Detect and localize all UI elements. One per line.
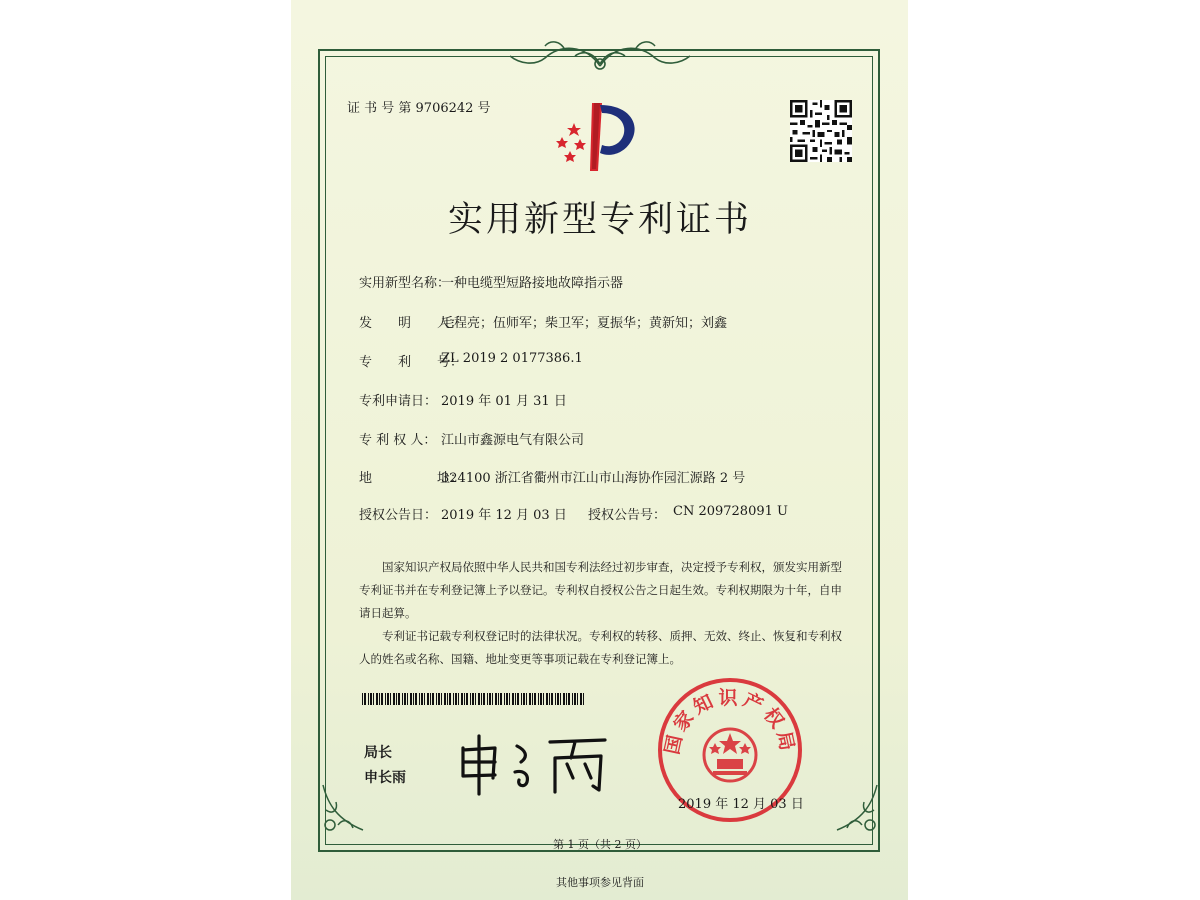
- field-label-application-date: 专利申请日：: [359, 394, 438, 409]
- certificate-number: 证 书 号 第 9706242 号: [347, 101, 491, 116]
- corner-ornament-bottom-left-icon: [318, 780, 373, 835]
- field-label-patent-number: 专 利 号：: [359, 355, 464, 370]
- field-value-pub-number: CN 209728091 U: [673, 504, 788, 519]
- corner-ornament-bottom-right-icon: [827, 780, 882, 835]
- field-label-address: 地 址：: [359, 471, 464, 486]
- field-value-name: 一种电缆型短路接地故障指示器: [441, 276, 624, 291]
- certificate-body: [359, 556, 849, 671]
- seal-date: 2019 年 12 月 03 日: [678, 797, 804, 812]
- top-ornament-icon: [505, 34, 695, 74]
- field-value-application-date: 2019 年 01 月 31 日: [441, 394, 567, 409]
- field-value-patentee: 江山市鑫源电气有限公司: [441, 433, 585, 448]
- qr-code-icon[interactable]: [790, 100, 852, 162]
- body-paragraph-1: 国家知识产权局依照中华人民共和国专利法经过初步审查，决定授予专利权，颁发实用新型专利证书并在专利登记簿上予以登记。专利权自授权公告之日起生效。专利权期限为十年，自申请日起算。: [359, 560, 842, 620]
- body-paragraph-2: 专利证书记载专利权登记时的法律状况。专利权的转移、质押、无效、终止、恢复和专利权人的姓名或名称、国籍、地址变更等事项记载在专利登记簿上。: [359, 629, 842, 666]
- director-title: 局长: [364, 745, 392, 761]
- director-name: 申长雨: [364, 770, 406, 786]
- patent-office-logo-icon: [550, 95, 645, 173]
- field-value-address: 324100 浙江省衢州市江山市山海协作园汇源路 2 号: [441, 471, 746, 486]
- director-signature-icon: [455, 728, 615, 798]
- field-value-inventors: 毛程亮；伍师军；柴卫军；夏振华；黄新知；刘鑫: [441, 316, 728, 331]
- certificate-title: 实用新型专利证书: [447, 200, 752, 240]
- barcode-icon: [362, 693, 586, 705]
- footer-note: 其他事项参见背面: [556, 876, 644, 889]
- field-label-pub-number: 授权公告号：: [588, 508, 667, 523]
- field-value-grant-date: 2019 年 12 月 03 日: [441, 508, 567, 523]
- field-label-name: 实用新型名称：: [359, 276, 451, 291]
- seal-text: 国家知识产权局: [661, 687, 799, 757]
- field-label-patentee: 专 利 权 人：: [359, 433, 437, 448]
- field-label-grant-date: 授权公告日：: [359, 508, 438, 523]
- field-label-inventors: 发 明 人：: [359, 316, 464, 331]
- page-number: 第 1 页（共 2 页）: [553, 838, 647, 851]
- field-value-patent-number: ZL 2019 2 0177386.1: [441, 351, 583, 366]
